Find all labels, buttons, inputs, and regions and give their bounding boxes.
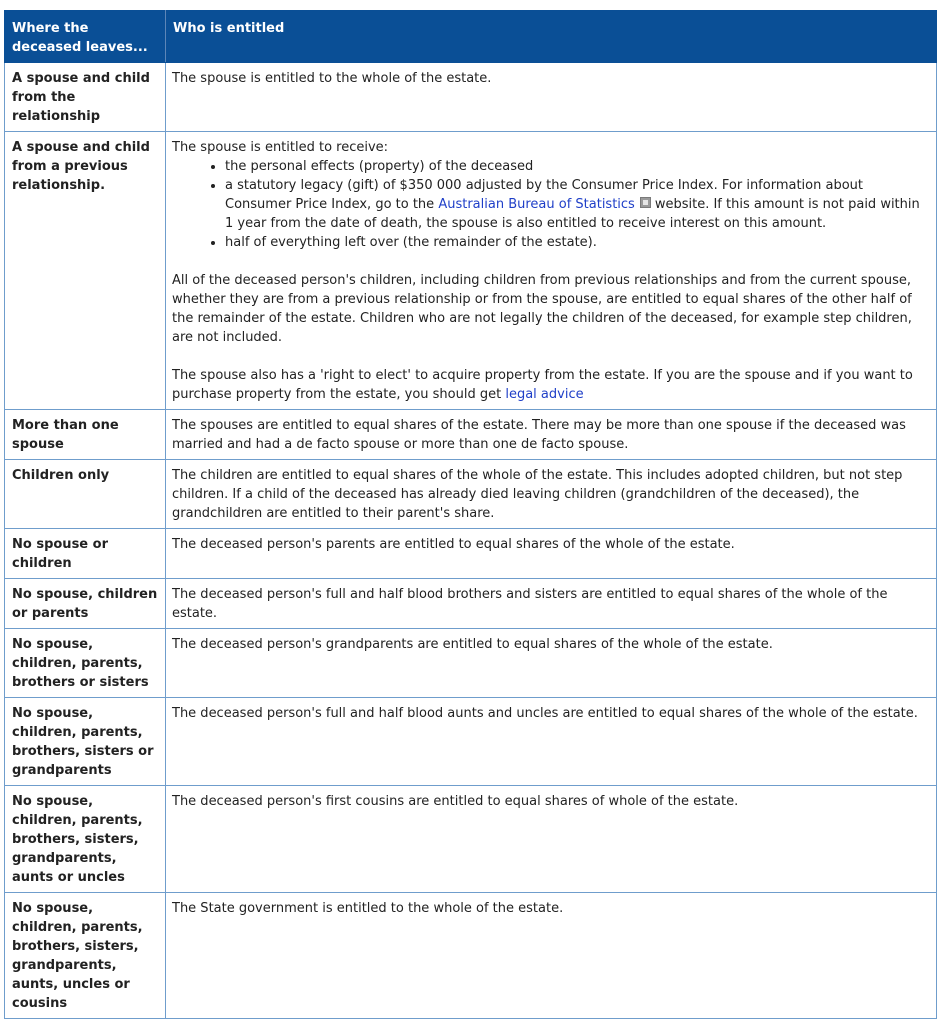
table-row [5, 460, 937, 529]
row-entitlement: The spouse is entitled to the whole of the estate. [166, 63, 937, 132]
entitlement-paragraph [172, 366, 931, 404]
list-item-text: a statutory legacy (gift) of $350 000 adjusted by the Consumer Price Index. For information about Consumer Price Index, go to the [225, 178, 864, 212]
table-row [5, 786, 937, 893]
entitlement-paragraph: All of the deceased person's children, including children from previous relationships and from the current spouse, whether they are from a previous relationship or from the spouse, are entitled to equal shares of the other half of the remainder of the estate. Children who are not legally the children of the deceased, for example step children, are not included. [172, 273, 912, 345]
row-circumstance: A spouse and child from the relationship [5, 63, 166, 132]
entitlement-intro: The spouse is entitled to receive: [172, 140, 389, 155]
row-circumstance: Children only [5, 460, 166, 529]
row-entitlement: The deceased person's grandparents are entitled to equal shares of the whole of the estate. [166, 629, 937, 698]
entitlement-table [4, 10, 937, 1019]
list-item [225, 176, 931, 233]
table-row [5, 529, 937, 579]
table-row [5, 579, 937, 629]
header-where-deceased-leaves: Where the deceased leaves... [5, 11, 166, 63]
table-row [5, 893, 937, 1019]
row-entitlement: The deceased person's full and half blood aunts and uncles are entitled to equal shares of the whole of the estate. [166, 698, 937, 786]
table-row [5, 410, 937, 460]
list-item: • the personal effects (property) of the deceased [225, 157, 931, 176]
row-circumstance: No spouse, children, parents, brothers, sisters, grandparents, aunts or uncles [5, 786, 166, 893]
header-who-is-entitled: Who is entitled [166, 11, 937, 63]
paragraph-text: The spouse also has a 'right to elect' to acquire property from the estate. If you are the spouse and if you want to purchase property from the estate, you should get [172, 368, 913, 402]
legal-advice-link[interactable]: legal advice [505, 387, 584, 402]
row-entitlement: The deceased person's parents are entitled to equal shares of the whole of the estate. [166, 529, 937, 579]
list-item-text: website. If this amount is not paid within 1 year from the date of death, the spouse is also entitled to receive interest on this amount. [225, 197, 920, 231]
table-row [5, 629, 937, 698]
table-row [5, 63, 937, 132]
row-circumstance: No spouse, children, parents, brothers, sisters, grandparents, aunts, uncles or cousins [5, 893, 166, 1019]
row-circumstance: A spouse and child from a previous relationship. [5, 132, 166, 410]
table-row [5, 698, 937, 786]
row-entitlement: The children are entitled to equal shares of the whole of the estate. This includes adopted children, but not step children. If a child of the deceased has already died leaving children (grandchildren of the deceased), the grandchildren are entitled to their parent's share. [166, 460, 937, 529]
row-entitlement: The State government is entitled to the whole of the estate. [166, 893, 937, 1019]
row-entitlement: The deceased person's full and half blood brothers and sisters are entitled to equal shares of the whole of the estate. [166, 579, 937, 629]
abs-website-link[interactable]: Australian Bureau of Statistics [438, 197, 635, 212]
row-entitlement: The spouses are entitled to equal shares of the estate. There may be more than one spouse if the deceased was married and had a de facto spouse or more than one de facto spouse. [166, 410, 937, 460]
entitlement-list [172, 157, 931, 252]
row-circumstance: No spouse, children or parents [5, 579, 166, 629]
table-header-row [5, 11, 937, 63]
row-entitlement [166, 132, 937, 410]
row-circumstance: No spouse, children, parents, brothers, sisters or grandparents [5, 698, 166, 786]
list-item: • half of everything left over (the remainder of the estate). [225, 233, 931, 252]
row-entitlement: The deceased person's first cousins are entitled to equal shares of whole of the estate. [166, 786, 937, 893]
table-row [5, 132, 937, 410]
row-circumstance: More than one spouse [5, 410, 166, 460]
row-circumstance: No spouse, children, parents, brothers or sisters [5, 629, 166, 698]
external-link-icon[interactable] [640, 197, 651, 208]
row-circumstance: No spouse or children [5, 529, 166, 579]
